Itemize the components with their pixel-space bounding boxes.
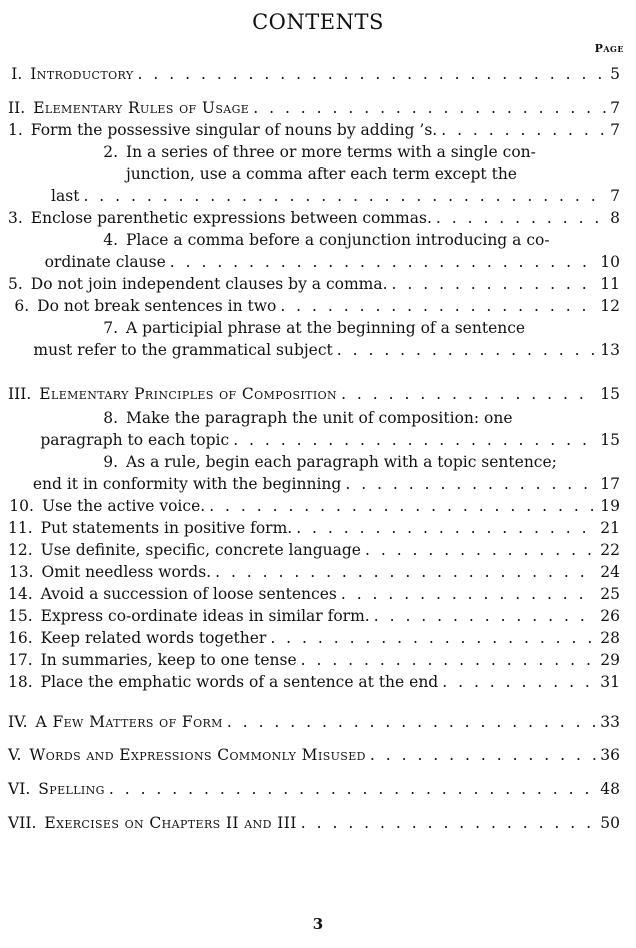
entry-page: 7 bbox=[610, 121, 620, 139]
entry-number: 11. bbox=[8, 519, 33, 537]
entry-page: 13 bbox=[600, 341, 620, 359]
rule-entry[interactable] bbox=[8, 605, 620, 627]
entry-page: 11 bbox=[600, 275, 620, 293]
entry-page: 17 bbox=[600, 475, 620, 493]
dot-leader bbox=[442, 671, 596, 693]
entry-title: Place a comma before a conjunction introducing a co- bbox=[126, 231, 550, 249]
entry-number: 14. bbox=[8, 585, 33, 603]
entry-number: IV. bbox=[8, 713, 28, 731]
rule-entry[interactable] bbox=[8, 473, 620, 495]
entry-number: 4. bbox=[103, 231, 118, 249]
chapter-entry[interactable] bbox=[8, 97, 620, 119]
entry-title: Do not join independent clauses by a comma. bbox=[30, 275, 388, 293]
entry-title: In a series of three or more terms with a single con- bbox=[126, 143, 536, 161]
entry-title: last bbox=[51, 187, 80, 205]
dot-leader bbox=[301, 649, 597, 671]
rule-entry[interactable] bbox=[8, 185, 620, 207]
rule-entry[interactable] bbox=[8, 317, 620, 339]
entry-page: 48 bbox=[600, 780, 620, 798]
entry-title: Put statements in positive form. bbox=[40, 519, 293, 537]
dot-leader bbox=[170, 251, 597, 273]
rule-entry[interactable] bbox=[8, 429, 620, 451]
dot-leader bbox=[83, 185, 606, 207]
entry-number: 10. bbox=[9, 497, 34, 515]
entry-page: 25 bbox=[600, 585, 620, 603]
dot-leader bbox=[392, 273, 597, 295]
entry-title: A Few Matters of Form bbox=[35, 713, 223, 731]
entry-number: 8. bbox=[103, 409, 118, 427]
rule-entry[interactable] bbox=[8, 495, 620, 517]
dot-leader bbox=[341, 583, 596, 605]
dot-leader bbox=[436, 207, 606, 229]
entry-title: Omit needless words. bbox=[41, 563, 212, 581]
entry-title: Elementary Principles of Composition bbox=[39, 385, 338, 403]
chapter-entry[interactable] bbox=[8, 778, 620, 800]
entry-title: As a rule, begin each paragraph with a topic sentence; bbox=[126, 453, 557, 471]
dot-leader bbox=[227, 711, 596, 733]
page-column-label: Page bbox=[594, 42, 624, 55]
entry-page: 29 bbox=[600, 651, 620, 669]
entry-number: 9. bbox=[103, 453, 118, 471]
entry-number: V. bbox=[8, 746, 22, 764]
entry-page: 7 bbox=[610, 99, 620, 117]
entry-number: 7. bbox=[103, 319, 118, 337]
chapter-entry[interactable] bbox=[8, 744, 620, 766]
dot-leader bbox=[209, 495, 596, 517]
dot-leader bbox=[253, 97, 606, 119]
rule-entry[interactable] bbox=[8, 273, 620, 295]
entry-title: In summaries, keep to one tense bbox=[40, 651, 297, 669]
entry-number: 5. bbox=[8, 275, 23, 293]
rule-entry[interactable] bbox=[8, 339, 620, 361]
rule-entry[interactable] bbox=[8, 229, 620, 251]
entry-page: 7 bbox=[610, 187, 620, 205]
rule-entry[interactable] bbox=[8, 671, 620, 693]
entry-page: 50 bbox=[600, 814, 620, 832]
page-number: 3 bbox=[312, 915, 324, 933]
entry-number: 3. bbox=[8, 209, 23, 227]
dot-leader bbox=[345, 473, 596, 495]
entry-number: 13. bbox=[8, 563, 34, 581]
entry-page: 26 bbox=[600, 607, 620, 625]
rule-entry[interactable] bbox=[8, 583, 620, 605]
entry-number: III. bbox=[8, 385, 32, 403]
dot-leader bbox=[215, 561, 596, 583]
entry-title: Make the paragraph the unit of composition: one bbox=[126, 409, 513, 427]
entry-number: 17. bbox=[8, 651, 33, 669]
entry-page: 28 bbox=[600, 629, 620, 647]
entry-title: Use the active voice. bbox=[41, 497, 206, 515]
chapter-entry[interactable] bbox=[8, 711, 620, 733]
entry-page: 15 bbox=[600, 431, 620, 449]
dot-leader bbox=[233, 429, 596, 451]
chapter-entry[interactable] bbox=[8, 812, 620, 834]
rule-entry[interactable] bbox=[8, 251, 620, 273]
entry-number: 16. bbox=[8, 629, 33, 647]
rule-entry[interactable] bbox=[8, 141, 620, 163]
rule-entry[interactable] bbox=[8, 539, 620, 561]
dot-leader bbox=[296, 517, 596, 539]
entry-title: end it in conformity with the beginning bbox=[32, 475, 342, 493]
rule-entry[interactable] bbox=[8, 407, 620, 429]
entry-title: must refer to the grammatical subject bbox=[33, 341, 333, 359]
entry-number: 18. bbox=[8, 673, 33, 691]
dot-leader bbox=[441, 119, 606, 141]
entry-page: 5 bbox=[610, 65, 620, 83]
entry-page: 10 bbox=[600, 253, 620, 271]
entry-number: 15. bbox=[8, 607, 33, 625]
entry-title: Exercises on Chapters II and III bbox=[44, 814, 297, 832]
dot-leader bbox=[280, 295, 596, 317]
rule-entry[interactable] bbox=[8, 207, 620, 229]
entry-number: II. bbox=[8, 99, 26, 117]
entry-page: 36 bbox=[600, 746, 620, 764]
entry-number: 2. bbox=[103, 143, 118, 161]
entry-number: 12. bbox=[8, 541, 33, 559]
entry-page: 22 bbox=[600, 541, 620, 559]
entry-page: 8 bbox=[610, 209, 620, 227]
entry-page: 31 bbox=[600, 673, 620, 691]
rule-entry[interactable] bbox=[8, 163, 620, 185]
dot-leader bbox=[138, 63, 607, 85]
chapter-entry[interactable] bbox=[8, 383, 620, 405]
rule-entry[interactable] bbox=[8, 451, 620, 473]
entry-title: Do not break sentences in two bbox=[37, 297, 277, 315]
entry-title: Elementary Rules of Usage bbox=[33, 99, 250, 117]
rule-entry[interactable] bbox=[8, 295, 620, 317]
entry-title: Words and Expressions Commonly Misused bbox=[29, 746, 366, 764]
dot-leader bbox=[109, 778, 596, 800]
entry-page: 24 bbox=[600, 563, 620, 581]
entry-title: Use definite, specific, concrete language bbox=[40, 541, 361, 559]
entry-number: VI. bbox=[8, 780, 31, 798]
dot-leader bbox=[365, 539, 596, 561]
entry-title: Spelling bbox=[38, 780, 105, 798]
chapter-entry[interactable] bbox=[8, 63, 620, 85]
entry-number: 6. bbox=[14, 297, 30, 315]
entry-title: Keep related words together bbox=[40, 629, 267, 647]
entry-title: Enclose parenthetic expressions between commas. bbox=[30, 209, 432, 227]
entry-title: A participial phrase at the beginning of a sentence bbox=[126, 319, 526, 337]
dot-leader bbox=[370, 744, 596, 766]
entry-number: 1. bbox=[8, 121, 23, 139]
entry-page: 12 bbox=[600, 297, 620, 315]
entry-title: Introductory bbox=[30, 65, 134, 83]
entry-title: paragraph to each topic bbox=[40, 431, 230, 449]
rule-entry[interactable] bbox=[8, 517, 620, 539]
dot-leader bbox=[270, 627, 596, 649]
entry-title: Express co-ordinate ideas in similar form. bbox=[40, 607, 370, 625]
entry-title: Place the emphatic words of a sentence at the end bbox=[40, 673, 439, 691]
entry-page: 15 bbox=[600, 385, 620, 403]
entry-page: 21 bbox=[600, 519, 620, 537]
entry-title: Avoid a succession of loose sentences bbox=[40, 585, 337, 603]
rule-entry[interactable] bbox=[8, 627, 620, 649]
entry-page: 33 bbox=[600, 713, 620, 731]
page-title: CONTENTS bbox=[252, 10, 384, 34]
dot-leader bbox=[374, 605, 597, 627]
entry-title: ordinate clause bbox=[44, 253, 166, 271]
dot-leader bbox=[341, 383, 596, 405]
dot-leader bbox=[337, 339, 597, 361]
rule-entry[interactable] bbox=[8, 561, 620, 583]
entry-page: 19 bbox=[600, 497, 620, 515]
entry-number: I. bbox=[11, 65, 23, 83]
rule-entry[interactable] bbox=[8, 649, 620, 671]
entry-title: junction, use a comma after each term except the bbox=[126, 165, 517, 183]
entry-title: Form the possessive singular of nouns by adding ’s. bbox=[30, 121, 438, 139]
rule-entry[interactable] bbox=[8, 119, 620, 141]
entry-number: VII. bbox=[8, 814, 37, 832]
dot-leader bbox=[301, 812, 597, 834]
